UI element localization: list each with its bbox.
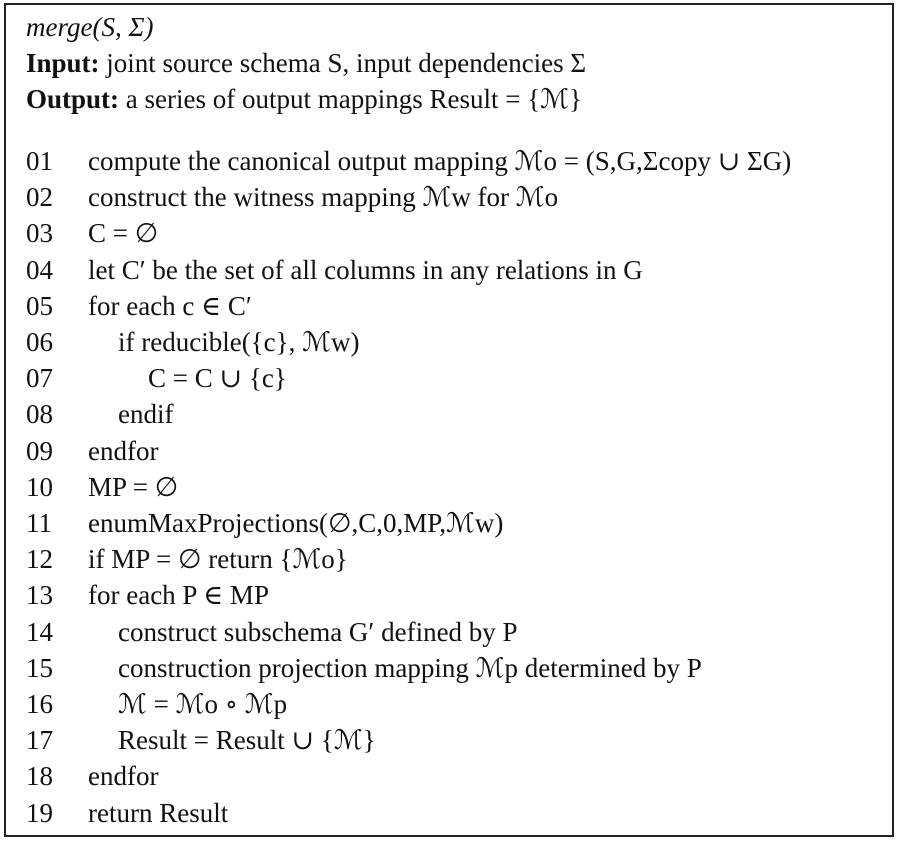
algorithm-line: endif	[118, 399, 174, 430]
algorithm-line: let C′ be the set of all columns in any relations in G	[88, 254, 643, 285]
line-number: 14	[26, 616, 53, 647]
algorithm-line: ℳ = ℳo ∘ ℳp	[118, 689, 288, 719]
line-number: 15	[26, 652, 53, 683]
line-number: 01	[26, 146, 53, 176]
line-number: 07	[26, 363, 53, 394]
line-number: 11	[26, 508, 52, 538]
algorithm-line: C = ∅	[88, 218, 159, 249]
algorithm-line: endfor	[88, 761, 159, 792]
line-number: 18	[26, 761, 53, 792]
algorithm-line: construct subschema G′ defined by P	[118, 616, 518, 647]
line-number: 08	[26, 399, 53, 430]
line-number: 16	[26, 689, 53, 719]
line-number: 06	[26, 327, 53, 357]
algorithm-line: if reducible({c}, ℳw)	[118, 327, 360, 357]
line-number: 04	[26, 254, 53, 285]
line-number: 09	[26, 435, 53, 466]
line-number: 13	[26, 580, 53, 611]
algorithm-line: if MP = ∅ return {ℳo}	[88, 544, 348, 575]
algorithm-line: C = C ∪ {c}	[148, 363, 287, 394]
line-number: 05	[26, 290, 53, 321]
algorithm-line: construction projection mapping ℳp determined by P	[118, 652, 702, 683]
algorithm-signature: merge(S, Σ)	[26, 12, 154, 42]
line-number: 02	[26, 182, 53, 213]
line-number: 17	[26, 725, 53, 756]
algorithm-line: construct the witness mapping ℳw for ℳo	[88, 182, 559, 213]
line-number: 10	[26, 471, 53, 502]
line-number: 03	[26, 218, 53, 249]
algorithm-line: Result = Result ∪ {ℳ}	[118, 725, 376, 756]
algorithm-input: Input: joint source schema S, input dependencies Σ	[26, 48, 587, 78]
algorithm-line: return Result	[88, 797, 229, 828]
algorithm-line: for each P ∈ MP	[88, 580, 269, 611]
algorithm-line: enumMaxProjections(∅,C,0,MP,ℳw)	[88, 508, 504, 538]
algorithm-box	[4, 3, 894, 837]
algorithm-output: Output: a series of output mappings Result = {ℳ}	[26, 84, 582, 114]
algorithm-line: endfor	[88, 435, 159, 466]
line-number: 12	[26, 544, 53, 575]
algorithm-line: for each c ∈ C′	[88, 290, 252, 321]
line-number: 19	[26, 797, 53, 828]
algorithm-line: MP = ∅	[88, 471, 179, 502]
algorithm-line: compute the canonical output mapping ℳo = (S,G,Σcopy ∪ ΣG)	[88, 146, 792, 176]
